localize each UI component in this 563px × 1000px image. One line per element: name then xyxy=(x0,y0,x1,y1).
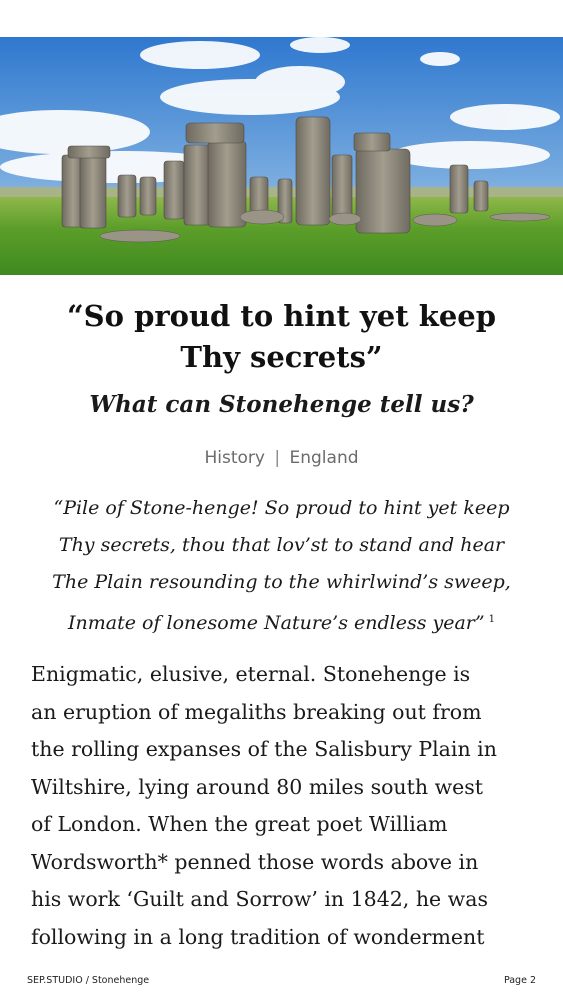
poem-line: The Plain resounding to the whirlwind’s sweep, xyxy=(52,571,511,593)
body-line: following in a long tradition of wonderment xyxy=(31,924,485,949)
body-line: Enigmatic, elusive, eternal. Stonehenge is xyxy=(31,662,471,686)
category-breadcrumb xyxy=(0,446,563,470)
poem-line: Thy secrets, thou that lov’st to stand and hear xyxy=(58,534,505,556)
category-label: History xyxy=(204,448,265,468)
poem-line: “Pile of Stone-henge! So proud to hint yet keep xyxy=(53,497,510,519)
body-paragraph xyxy=(31,656,541,956)
title-line-2: Thy secrets” xyxy=(180,340,383,374)
region-label: England xyxy=(289,448,359,468)
footnote-marker[interactable]: 1 xyxy=(488,614,495,625)
poem-quote xyxy=(0,490,563,642)
stonehenge-photo xyxy=(0,37,563,275)
footer-page-number: Page 2 xyxy=(503,975,536,986)
article-subtitle: What can Stonehenge tell us? xyxy=(89,391,474,418)
poem-line-last xyxy=(0,601,563,642)
footer-publication: SEP.STUDIO / Stonehenge xyxy=(27,975,150,986)
hero-image xyxy=(0,37,563,275)
body-line: an eruption of megaliths breaking out from xyxy=(31,699,482,724)
body-line: his work ‘Guilt and Sorrow’ in 1842, he was xyxy=(31,887,488,911)
poem-line-text: Inmate of lonesome Nature’s endless year” xyxy=(68,612,485,634)
body-line: of London. When the great poet William xyxy=(31,812,448,836)
body-line: the rolling expanses of the Salisbury Plain in xyxy=(31,737,497,761)
article-title xyxy=(0,296,563,378)
body-line: Wiltshire, lying around 80 miles south west xyxy=(31,774,484,799)
title-line-1: “So proud to hint yet keep xyxy=(67,299,496,333)
body-line: Wordsworth* penned those words above in xyxy=(31,849,479,874)
category-separator: | xyxy=(274,448,281,468)
